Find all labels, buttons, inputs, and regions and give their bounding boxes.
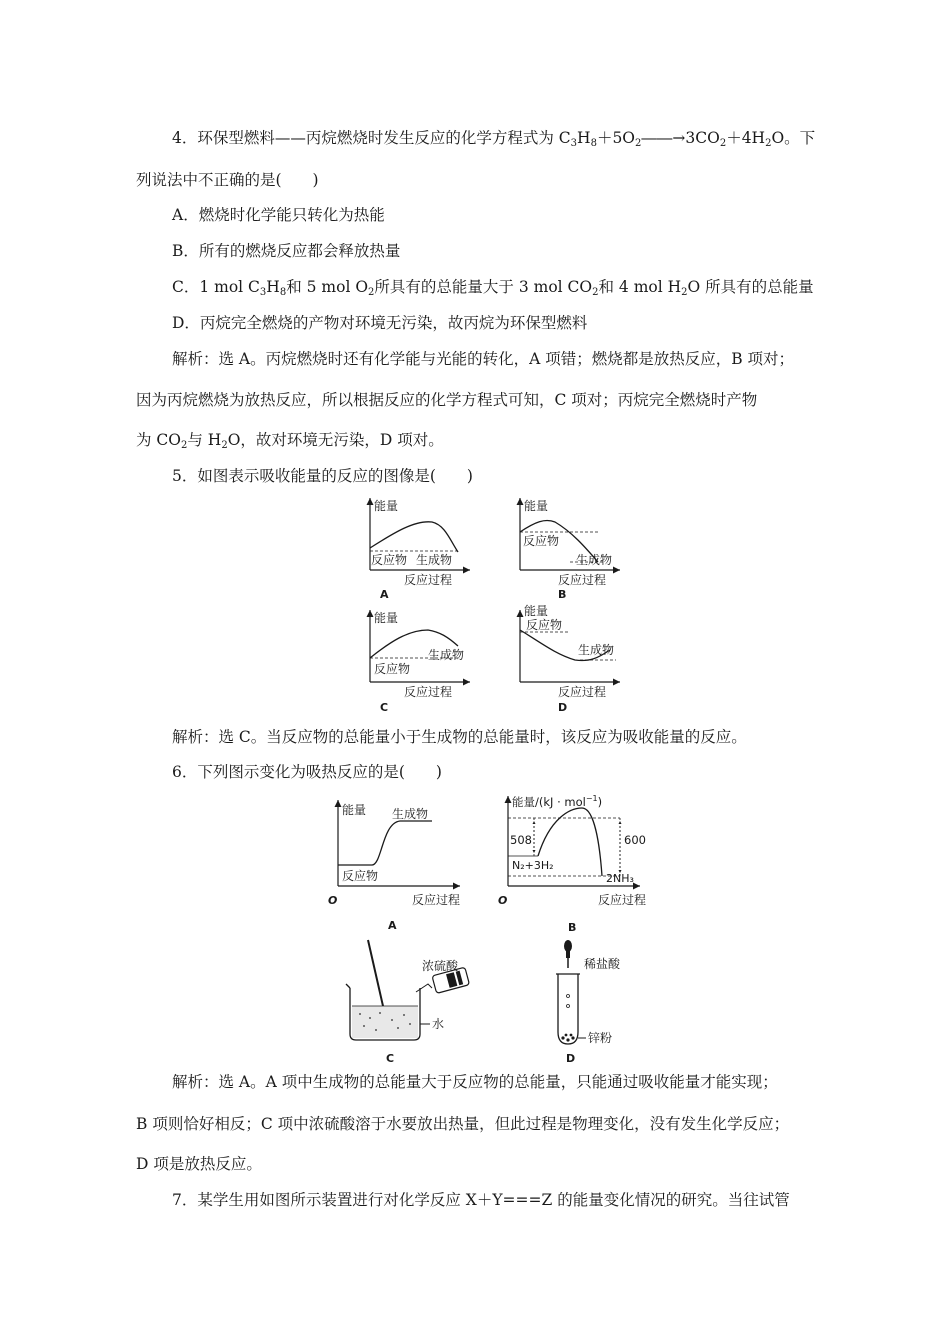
q6-figure-c xyxy=(346,940,470,1065)
q6-graph-b xyxy=(498,794,646,934)
q6a-y-label: 能量 xyxy=(342,803,367,817)
q5d-y-label: 能量 xyxy=(524,604,549,618)
q6d-solid: 锌粉 xyxy=(588,1031,613,1045)
q5c-x-label: 反应过程 xyxy=(404,685,453,699)
q6b-label: B xyxy=(568,921,577,934)
q5c-y-label: 能量 xyxy=(374,611,399,625)
q6-analysis-2: B 项则恰好相反；C 项中浓硫酸溶于水要放出热量，但此过程是物理变化，没有发生化学反应； xyxy=(136,1115,790,1133)
q5a-reactant: 反应物 xyxy=(371,553,408,567)
q5d-product: 生成物 xyxy=(578,643,615,657)
q5d-x-label: 反应过程 xyxy=(558,685,607,699)
q6-graph-a xyxy=(328,800,460,932)
q5b-reactant: 反应物 xyxy=(523,534,560,548)
q5d-label: D xyxy=(558,701,568,714)
q6c-water: 水 xyxy=(432,1017,445,1031)
q4-option-d: D．丙烷完全燃烧的产物对环境无污染，故丙烷为环保型燃料 xyxy=(172,314,588,332)
q6c-acid: 浓硫酸 xyxy=(422,959,459,973)
q5b-y-label: 能量 xyxy=(524,499,549,513)
q6b-y-label: 能量/(kJ · mol$^{-1}$) xyxy=(512,794,603,809)
q6-figure-d xyxy=(556,940,621,1065)
q6c-label: C xyxy=(386,1052,395,1065)
q6d-label: D xyxy=(566,1052,576,1065)
q5c-product: 生成物 xyxy=(428,648,465,662)
q5-figures xyxy=(340,492,640,722)
q6-analysis-3: D 项是放热反应。 xyxy=(136,1155,262,1173)
q4-option-c: C．1 mol $C_3H_8$和 5 mol $O_2$所具有的总能量大于 3 mol $CO_2$和 4 mol $H_2O$ 所具有的总能量 xyxy=(172,278,814,298)
q6-figures xyxy=(320,788,660,1066)
q4-option-a: A．燃烧时化学能只转化为热能 xyxy=(172,206,385,224)
q5a-y-label: 能量 xyxy=(374,499,399,513)
q6b-origin: O xyxy=(498,894,508,907)
q5a-product: 生成物 xyxy=(416,553,453,567)
q6a-product: 生成物 xyxy=(392,807,429,821)
q6a-label: A xyxy=(388,919,397,932)
q6b-value-508: 508 xyxy=(510,833,532,847)
q5b-product: 生成物 xyxy=(576,553,613,567)
q5-analysis: 解析：选 C。当反应物的总能量小于生成物的总能量时，该反应为吸收能量的反应。 xyxy=(172,728,747,746)
q4-option-b: B．所有的燃烧反应都会释放热量 xyxy=(172,242,401,260)
q5c-label: C xyxy=(380,701,389,714)
q6d-acid: 稀盐酸 xyxy=(584,957,621,971)
q4-analysis-3: 为 $CO_2$与 $H_2O$，故对环境无污染，D 项对。 xyxy=(136,431,444,451)
q4-analysis-2: 因为丙烷燃烧为放热反应，所以根据反应的化学方程式可知，C 项对；丙烷完全燃烧时产物 xyxy=(136,391,758,409)
q6a-reactant: 反应物 xyxy=(342,869,379,883)
q6b-value-600: 600 xyxy=(624,833,646,847)
q5-graph-b xyxy=(520,498,620,601)
q4-line2: 列说法中不正确的是( ) xyxy=(136,171,319,189)
q6b-reactant: N₂+3H₂ xyxy=(512,859,554,872)
q5c-reactant: 反应物 xyxy=(374,662,411,676)
q5-stem: 5．如图表示吸收能量的反应的图像是( ) xyxy=(172,467,473,485)
q6-analysis-1: 解析：选 A。A 项中生成物的总能量大于反应物的总能量，只能通过吸收能量才能实现； xyxy=(172,1073,778,1091)
q5-graph-a xyxy=(370,498,470,601)
q5a-label: A xyxy=(380,588,389,601)
q6a-x-label: 反应过程 xyxy=(412,893,461,907)
q5-graph-c xyxy=(370,610,470,714)
q5-graph-d xyxy=(520,603,620,714)
q5b-x-label: 反应过程 xyxy=(558,573,607,587)
q6b-product: 2NH₃ xyxy=(606,872,634,885)
q6a-origin: O xyxy=(328,894,338,907)
q5b-label: B xyxy=(558,588,567,601)
q4-line1: 4．环保型燃料——丙烷燃烧时发生反应的化学方程式为 $C_3H_8+5O_2――\to 3CO_2+4H_2O$。下 xyxy=(172,129,816,149)
q6b-x-label: 反应过程 xyxy=(598,893,647,907)
q5d-reactant: 反应物 xyxy=(526,618,563,632)
q5a-x-label: 反应过程 xyxy=(404,573,453,587)
q4-analysis-1: 解析：选 A。丙烷燃烧时还有化学能与光能的转化，A 项错；燃烧都是放热反应，B 项对； xyxy=(172,350,795,368)
q6-stem: 6．下列图示变化为吸热反应的是( ) xyxy=(172,763,442,781)
q7-line1: 7．某学生用如图所示装置进行对化学反应 X＋Y===Z 的能量变化情况的研究。当往试管 xyxy=(172,1191,790,1209)
